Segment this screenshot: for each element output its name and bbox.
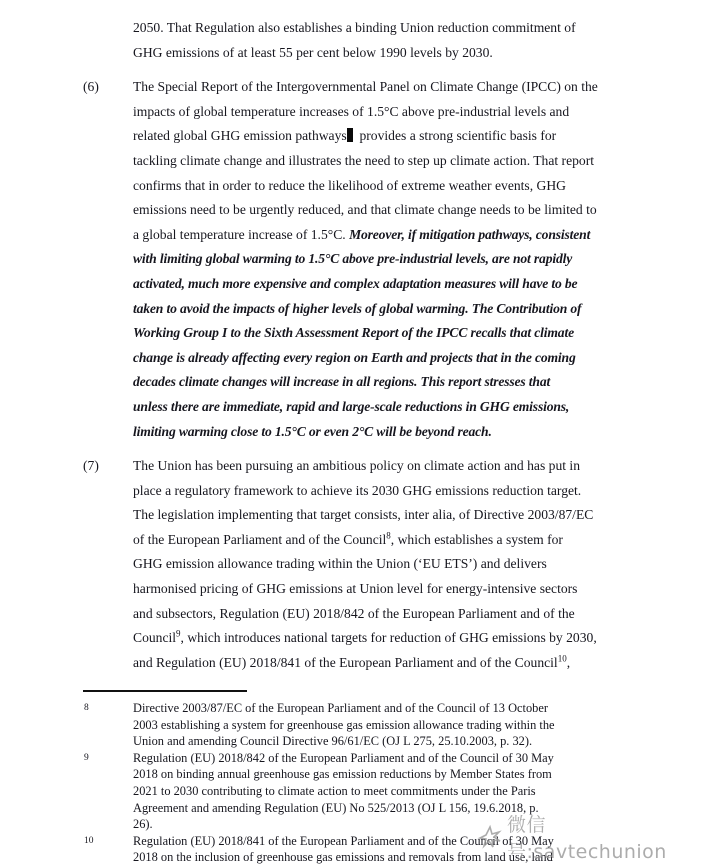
footnote-line: 2003 establishing a system for greenhouse gas emission allowance trading within the — [133, 717, 555, 732]
text-segment: GHG emission allowance trading within the Union (‘EU ETS’) and delivers — [133, 556, 547, 572]
text-segment: a global temperature increase of 1.5°C. — [133, 226, 350, 242]
text-line — [133, 454, 663, 479]
paragraph-number: (6) — [83, 79, 99, 95]
footnote-body — [133, 833, 653, 865]
text-segment: 2050. That Regulation also establishes a binding Union reduction commitment of — [133, 20, 576, 35]
text-segment: confirms that in order to reduce the likelihood of extreme weather events, GHG — [133, 177, 566, 193]
text-line — [133, 223, 663, 248]
text-segment: limiting warming close to 1.5°C or even 2°C will be beyond reach. — [133, 423, 492, 439]
text-line — [133, 346, 663, 371]
text-segment: Moreover, if mitigation pathways, consistent — [349, 226, 591, 242]
text-segment: Working Group I to the Sixth Assessment Report of the IPCC recalls that climate — [133, 325, 574, 341]
footnote-line: Agreement and amending Regulation (EU) No 525/2013 (OJ L 156, 19.6.2018, p. — [133, 800, 539, 815]
footnote-line: 26). — [133, 817, 153, 832]
text-line — [133, 552, 663, 577]
footnote-number: 9 — [84, 752, 89, 763]
text-line — [133, 577, 663, 602]
footnote-line: 2021 to 2030 contributing to climate action to meet commitments under the Paris — [133, 783, 536, 798]
paragraph-number: (7) — [83, 458, 99, 474]
text-segment: provides a strong scientific basis for — [352, 128, 557, 144]
text-segment: change is already affecting every region on Earth and projects that in the coming — [133, 349, 576, 365]
footnote — [0, 833, 702, 865]
text-segment: of the European Parliament and of the Council — [133, 531, 387, 547]
text-segment: taken to avoid the impacts of higher levels of global warming. The Contribution of — [133, 300, 582, 316]
text-line — [133, 528, 663, 553]
text-line — [133, 41, 663, 66]
paragraph-body — [133, 75, 663, 444]
text-segment: Council — [133, 630, 177, 646]
paragraph-body — [133, 454, 663, 675]
footnote-reference: 10 — [557, 653, 567, 664]
text-segment: , which introduces national targets for reduction of GHG emissions by 2030, — [180, 630, 597, 646]
text-line — [133, 626, 663, 651]
text-segment: decades climate changes will increase in all regions. This report stresses that — [133, 374, 551, 390]
paragraph — [0, 16, 702, 65]
text-line — [133, 370, 663, 395]
text-segment: , — [566, 654, 571, 670]
text-segment: and subsectors, Regulation (EU) 2018/842 of the European Parliament and of the — [133, 605, 575, 621]
text-segment: unless there are immediate, rapid and large-scale reductions in GHG emissions, — [133, 398, 570, 414]
paragraph — [0, 75, 702, 444]
text-segment: emissions need to be urgently reduced, and that climate change needs to be limited to — [133, 202, 597, 218]
text-segment: , which establishes a system for — [390, 531, 563, 547]
text-line — [133, 124, 663, 149]
text-line — [133, 321, 663, 346]
text-line — [133, 651, 663, 676]
footnote-reference: 9 — [176, 628, 181, 639]
text-line — [133, 272, 663, 297]
footnote-line: Union and amending Council Directive 96/61/EC (OJ L 275, 25.10.2003, p. 32). — [133, 734, 533, 749]
text-line — [133, 395, 663, 420]
text-segment: The Union has been pursuing an ambitious policy on climate action and has put in — [133, 458, 580, 474]
text-segment: with limiting global warming to 1.5°C above pre-industrial levels, are not rapidly — [133, 251, 573, 267]
text-segment: GHG emissions of at least 55 per cent below 1990 levels by 2030. — [133, 44, 493, 60]
text-segment: related global GHG emission pathways — [133, 128, 347, 144]
text-segment: The Special Report of the Intergovernmental Panel on Climate Change (IPCC) on the — [133, 79, 598, 95]
text-line — [133, 479, 663, 504]
footnote — [0, 750, 702, 833]
footnote-line: 2018 on binding annual greenhouse gas emission reductions by Member States from — [133, 767, 552, 782]
paragraph-body — [133, 16, 663, 65]
text-line — [133, 100, 663, 125]
text-segment: and Regulation (EU) 2018/841 of the European Parliament and of the Council — [133, 654, 558, 670]
footnote-line: 2018 on the inclusion of greenhouse gas emissions and removals from land use, land — [133, 850, 553, 865]
text-line — [133, 602, 663, 627]
watermark-text: 微信号:savtechunion — [507, 814, 667, 863]
text-segment: The legislation implementing that target consists, inter alia, of Directive 2003/87/EC — [133, 507, 594, 523]
text-line — [133, 75, 663, 100]
footnote-separator — [83, 690, 247, 692]
footnote-line: Regulation (EU) 2018/842 of the European Parliament and of the Council of 30 May — [133, 750, 554, 765]
text-line — [133, 198, 663, 223]
footnotes-section — [0, 700, 702, 865]
text-line — [133, 420, 663, 445]
footnote-body — [133, 750, 653, 833]
paragraph — [0, 454, 702, 675]
footnote-number: 10 — [84, 835, 94, 846]
footnote-line: Directive 2003/87/EC of the European Parliament and of the Council of 13 October — [133, 701, 548, 715]
text-line — [133, 149, 663, 174]
text-segment: tackling climate change and illustrates the need to step up climate action. That report — [133, 152, 595, 168]
footnote-number: 8 — [84, 703, 89, 713]
footnote — [0, 700, 702, 750]
document-body — [0, 16, 702, 685]
text-line — [133, 16, 663, 41]
footnote-body — [133, 700, 653, 750]
text-line — [133, 174, 663, 199]
footnote-line: Regulation (EU) 2018/841 of the European Parliament and of the Council of 30 May — [133, 833, 554, 848]
text-line — [133, 247, 663, 272]
text-line — [133, 503, 663, 528]
text-line — [133, 297, 663, 322]
text-segment: activated, much more expensive and complex adaptation measures will have to be — [133, 275, 578, 291]
footnote-reference: 8 — [386, 530, 391, 541]
text-segment: impacts of global temperature increases of 1.5°C above pre-industrial levels and — [133, 103, 570, 119]
text-segment: harmonised pricing of GHG emissions at Union level for energy-intensive sectors — [133, 581, 578, 597]
text-segment: place a regulatory framework to achieve its 2030 GHG emissions reduction target. — [133, 482, 582, 498]
